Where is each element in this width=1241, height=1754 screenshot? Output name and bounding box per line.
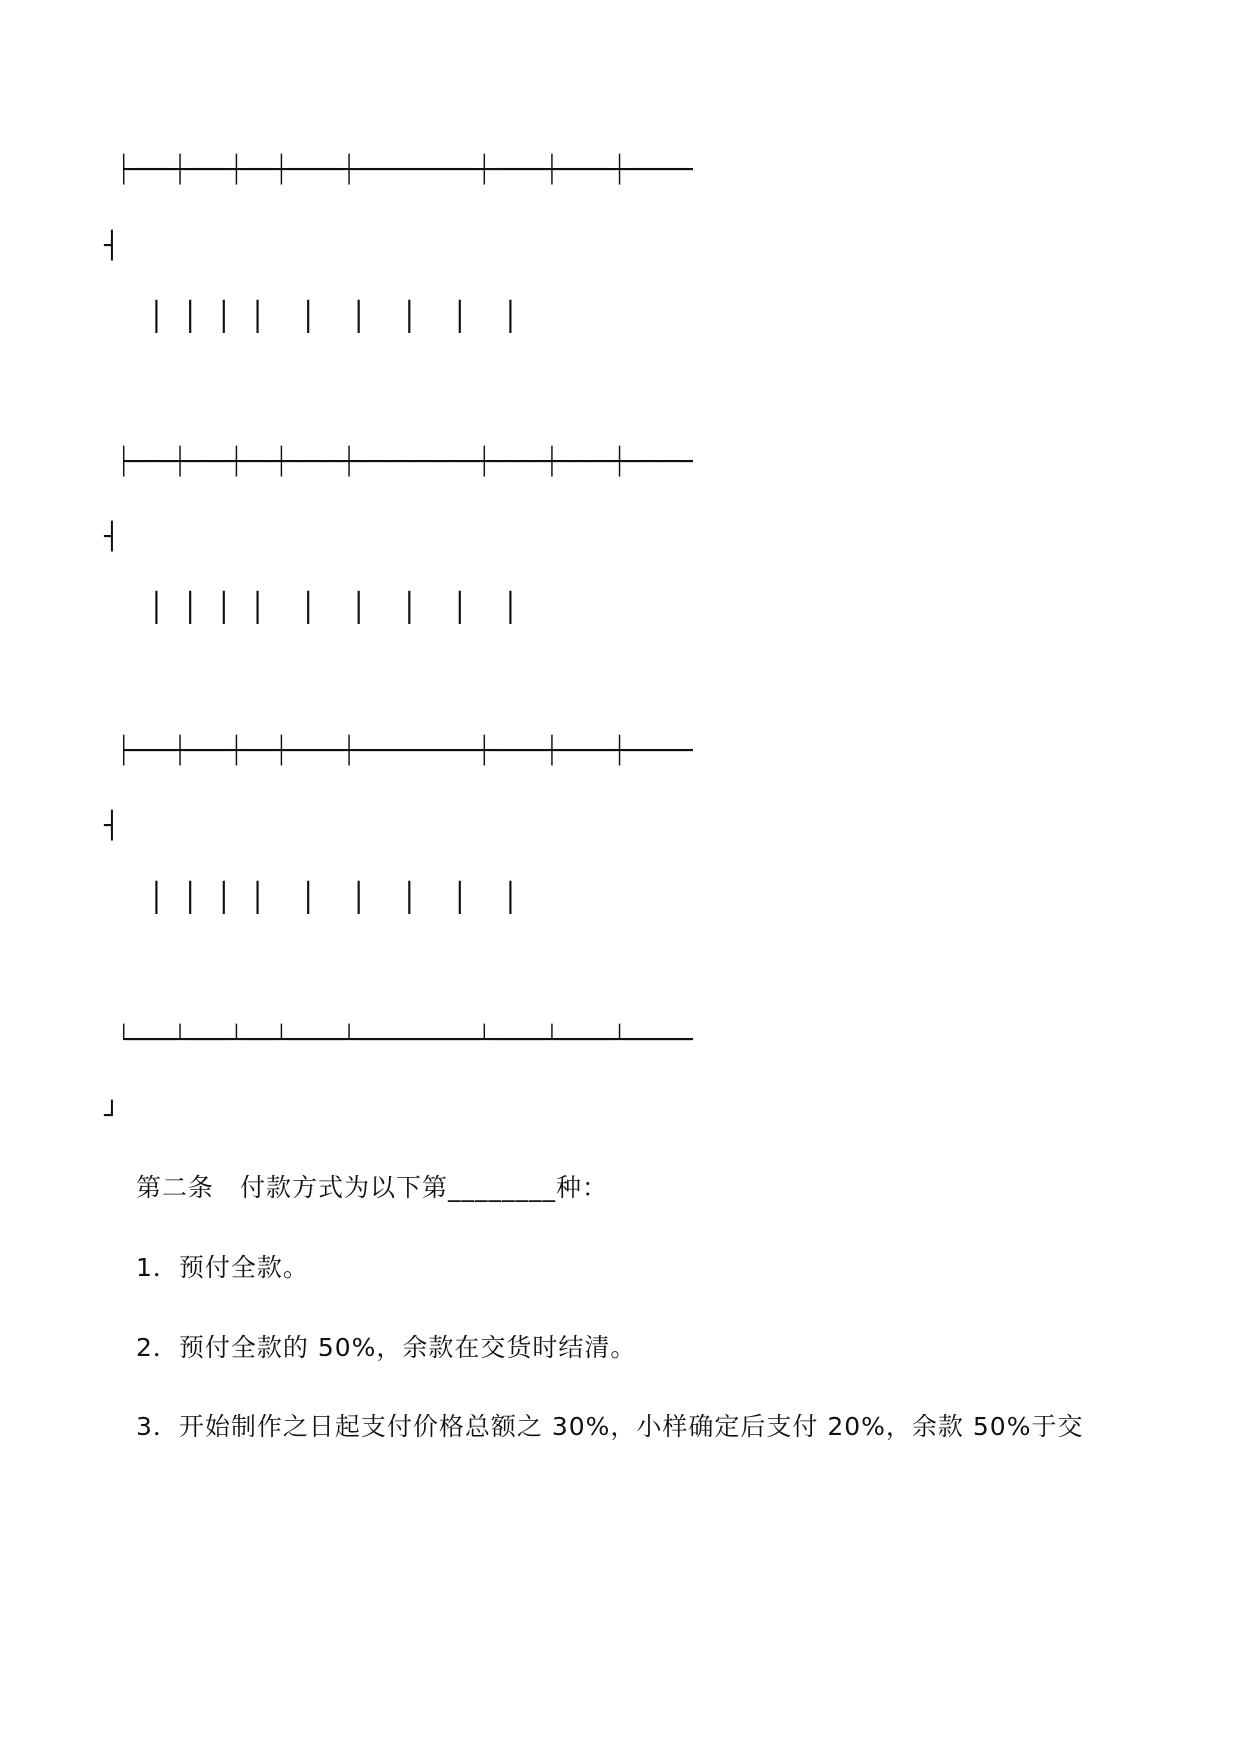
table-border-row-top-3: ├────┼────┼───┼─────┼───────────┼─────┼─────┼──────	[118, 736, 693, 766]
payment-option-3: 3．开始制作之日起支付价格总额之 30%，小样确定后支付 20%，余款 50%于交	[136, 1412, 1084, 1441]
table-border-row-end-2: ┤	[104, 522, 120, 552]
table-vertical-row-1: │ │ │ │ │ │ │ │ │	[148, 300, 519, 333]
table-vertical-row-2: │ │ │ │ │ │ │ │ │	[148, 591, 519, 624]
table-vertical-row-3: │ │ │ │ │ │ │ │ │	[148, 881, 519, 914]
table-border-row-top-1: ├────┼────┼───┼─────┼───────────┼─────┼─────┼──────	[118, 155, 693, 185]
table-border-row-bottom-end: ┘	[104, 1101, 120, 1131]
article-2-heading: 第二条 付款方式为以下第________种：	[136, 1173, 609, 1202]
table-border-row-end-3: ┤	[104, 811, 120, 841]
table-border-row-bottom: └────┴────┴───┴─────┴───────────┴─────┴─────┴──────	[118, 1025, 693, 1055]
table-border-row-end-1: ┤	[104, 231, 120, 261]
payment-option-1: 1．预付全款。	[136, 1253, 309, 1282]
payment-option-2: 2．预付全款的 50%，余款在交货时结清。	[136, 1333, 637, 1362]
table-border-row-top-2: ├────┼────┼───┼─────┼───────────┼─────┼─────┼──────	[118, 447, 693, 477]
